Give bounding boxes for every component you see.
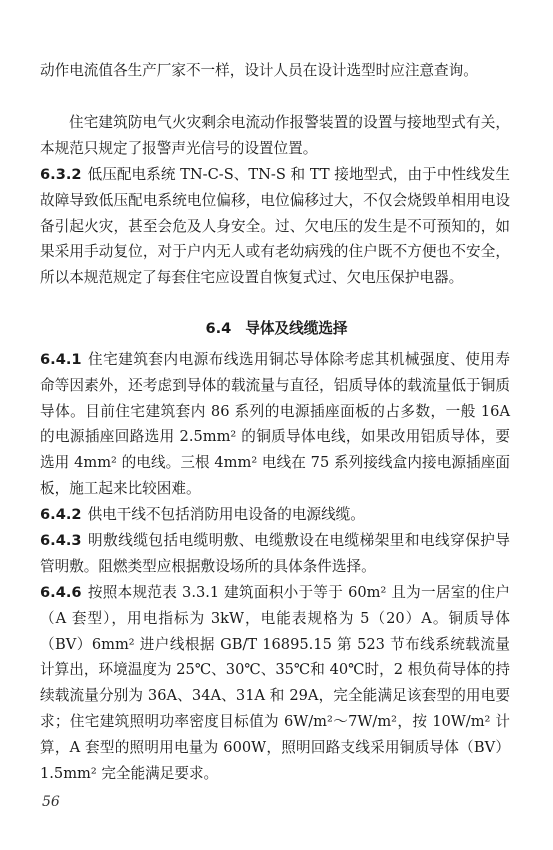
clause-text: 按照本规范表 3.3.1 建筑面积小于等于 60m² 且为一居室的住户（A 套型），用电指标为 3kW，电能表规格为 5（20）A。铜质导体（BV）6mm² 进户线根据 GB/T 16895.15 第 523 节布线系统载流量计算出，环境温度为 25℃、30℃、35℃和 40℃时，2 根负荷导体的持续载流量分别为 36A、34A、31A 和 29A，完全能满足该套型的用电要求；住宅建筑照明功率密度目标值为 6W/m²～7W/m²，按 10W/m² 计算，A 套型的照明用电量为 600W，照明回路支线采用铜质导体（BV）1.5mm² 完全能满足要求。	[40, 584, 510, 782]
clause-number: 6.4.2	[40, 506, 82, 523]
clause-6-4-1	[40, 347, 510, 502]
clause-number: 6.4.1	[40, 351, 82, 368]
section-heading	[0, 316, 553, 342]
clause-text: 明敷线缆包括电缆明敷、电缆敷设在电缆梯架里和电线穿保护导管明敷。阻燃类型应根据敷设场所的具体条件选择。	[40, 532, 510, 575]
clause-text: 住宅建筑套内电源布线选用铜芯导体除考虑其机械强度、使用寿命等因素外，还考虑到导体的载流量与直径，铝质导体的载流量低于铜质导体。目前住宅建筑套内 86 系列的电源插座面板的占多数，一般 16A 的电源插座回路选用 2.5mm² 的铜质导体电线，如果改用铝质导体，要选用 4mm² 的电线。三根 4mm² 电线在 75 系列接线盒内接电源插座面板，施工起来比较困难。	[40, 351, 510, 497]
clause-number: 6.3.2	[40, 166, 82, 183]
clause-6-3-2	[40, 162, 510, 291]
clause-6-4-6	[40, 580, 510, 786]
clause-text: 低压配电系统 TN-C-S、TN-S 和 TT 接地型式，由于中性线发生故障导致低压配电系统电位偏移，电位偏移过大，不仅会烧毁单相用电设备引起火灾，甚至会危及人身安全。过、欠电压的发生是不可预知的，如果采用手动复位，对于户内无人或有老幼病残的住户既不方便也不安全，所以本规范规定了每套住宅应设置自恢复式过、欠电压保护电器。	[40, 166, 510, 287]
clause-number: 6.4.3	[40, 532, 82, 549]
section-number: 6.4	[205, 320, 232, 337]
paragraph-continuation	[40, 58, 510, 84]
page-number: 56	[42, 794, 60, 810]
paragraph-rcd-alarm	[40, 110, 510, 162]
section-title: 导体及线缆选择	[245, 320, 348, 337]
paragraph-text: 动作电流值各生产厂家不一样，设计人员在设计选型时应注意查询。	[40, 62, 478, 79]
paragraph-text: 住宅建筑防电气火灾剩余电流动作报警装置的设置与接地型式有关，本规范只规定了报警声光信号的设置位置。	[40, 114, 510, 157]
clause-text: 供电干线不包括消防用电设备的电源线缆。	[87, 506, 365, 523]
clause-6-4-2	[40, 502, 510, 528]
clause-6-4-3	[40, 528, 510, 580]
clause-number: 6.4.6	[40, 584, 82, 601]
